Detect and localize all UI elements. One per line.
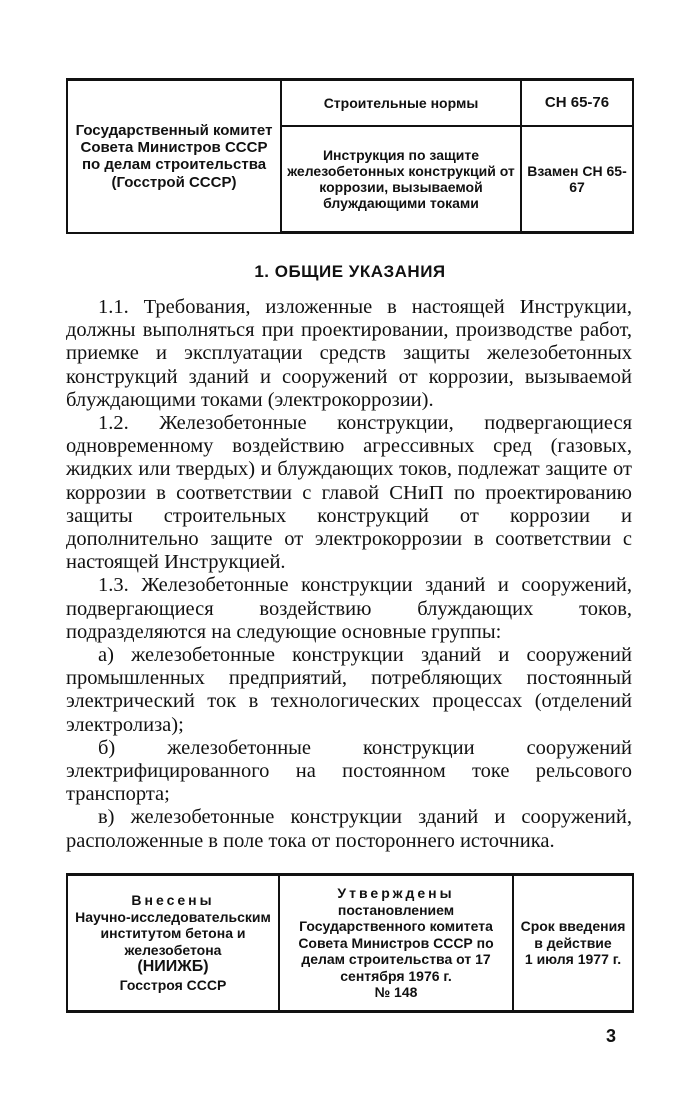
header-table <box>66 78 634 234</box>
list-item-a: а) железобетонные конструкции зданий и сооружений промышленных предприятий, потребляющих постоянный электрический ток в технологических процессах (отделений электролиза); <box>66 644 632 736</box>
issuing-organization: Государственный комитет Совета Министров СССР по делам строительства (Госстрой СССР) <box>67 80 281 233</box>
effective-date: 1 июля 1977 г. <box>524 951 622 968</box>
paragraph-1-2: 1.2. Железобетонные конструкции, подвергающиеся одновременному воздействию агрессивных сред (газовых, жидких или твердых) и блуждающих токов, подлежат защите от коррозии в соответствии с главой СНиП по проектированию защиты строительных конструкций от коррозии и дополнительно защите от электрокоррозии в соответствии с настоящей Инструкцией. <box>66 412 632 574</box>
page-number: 3 <box>606 1026 617 1046</box>
list-item-b: б) железобетонные конструкции сооружений электрифицированного на постоянном токе рельсового транспорта; <box>66 736 632 806</box>
document-title: Инструкция по защите железобетонных конструкций от коррозии, вызываемой блуждающими токами <box>281 126 521 233</box>
effective-date-cell <box>513 875 633 1012</box>
submitted-body: Научно-исследовательским институтом бетона и железобетона <box>75 908 271 958</box>
list-item-c: в) железобетонные конструкции зданий и сооружений, расположенные в поле тока от постороннего источника. <box>66 806 632 852</box>
submitted-abbreviation: (НИИЖБ) <box>137 958 209 976</box>
approved-by-cell <box>279 875 513 1012</box>
body-text <box>66 296 632 853</box>
paragraph-1-3: 1.3. Железобетонные конструкции зданий и сооружений, подвергающиеся воздействию блуждающих токов, подразделяются на следующие основные группы: <box>66 574 632 643</box>
submitted-by-cell <box>67 875 279 1012</box>
submitted-organization: Госстроя СССР <box>119 977 227 994</box>
approved-heading: Утверждены <box>337 885 455 902</box>
approved-number: № 148 <box>374 984 418 1001</box>
section-title: 1. ОБЩИЕ УКАЗАНИЯ <box>254 262 446 281</box>
document-code: СН 65-76 <box>521 80 633 127</box>
approved-body: постановлением Государственного комитета Совета Министров СССР по делам строительства от 17 сентября 1976 г. <box>298 901 494 984</box>
effective-label: Срок введения в действие <box>520 918 626 951</box>
replaces-document: Взамен СН 65-67 <box>521 126 633 233</box>
submitted-heading: Внесены <box>131 892 215 909</box>
paragraph-1-1: 1.1. Требования, изложенные в настоящей Инструкции, должны выполняться при проектировании, производстве работ, приемке и эксплуатации средств защиты железобетонных конструкций зданий и сооружений от коррозии, вызываемой блуждающими токами (электрокоррозии). <box>66 296 632 411</box>
document-category: Строительные нормы <box>281 80 521 127</box>
footer-table <box>66 873 634 1013</box>
